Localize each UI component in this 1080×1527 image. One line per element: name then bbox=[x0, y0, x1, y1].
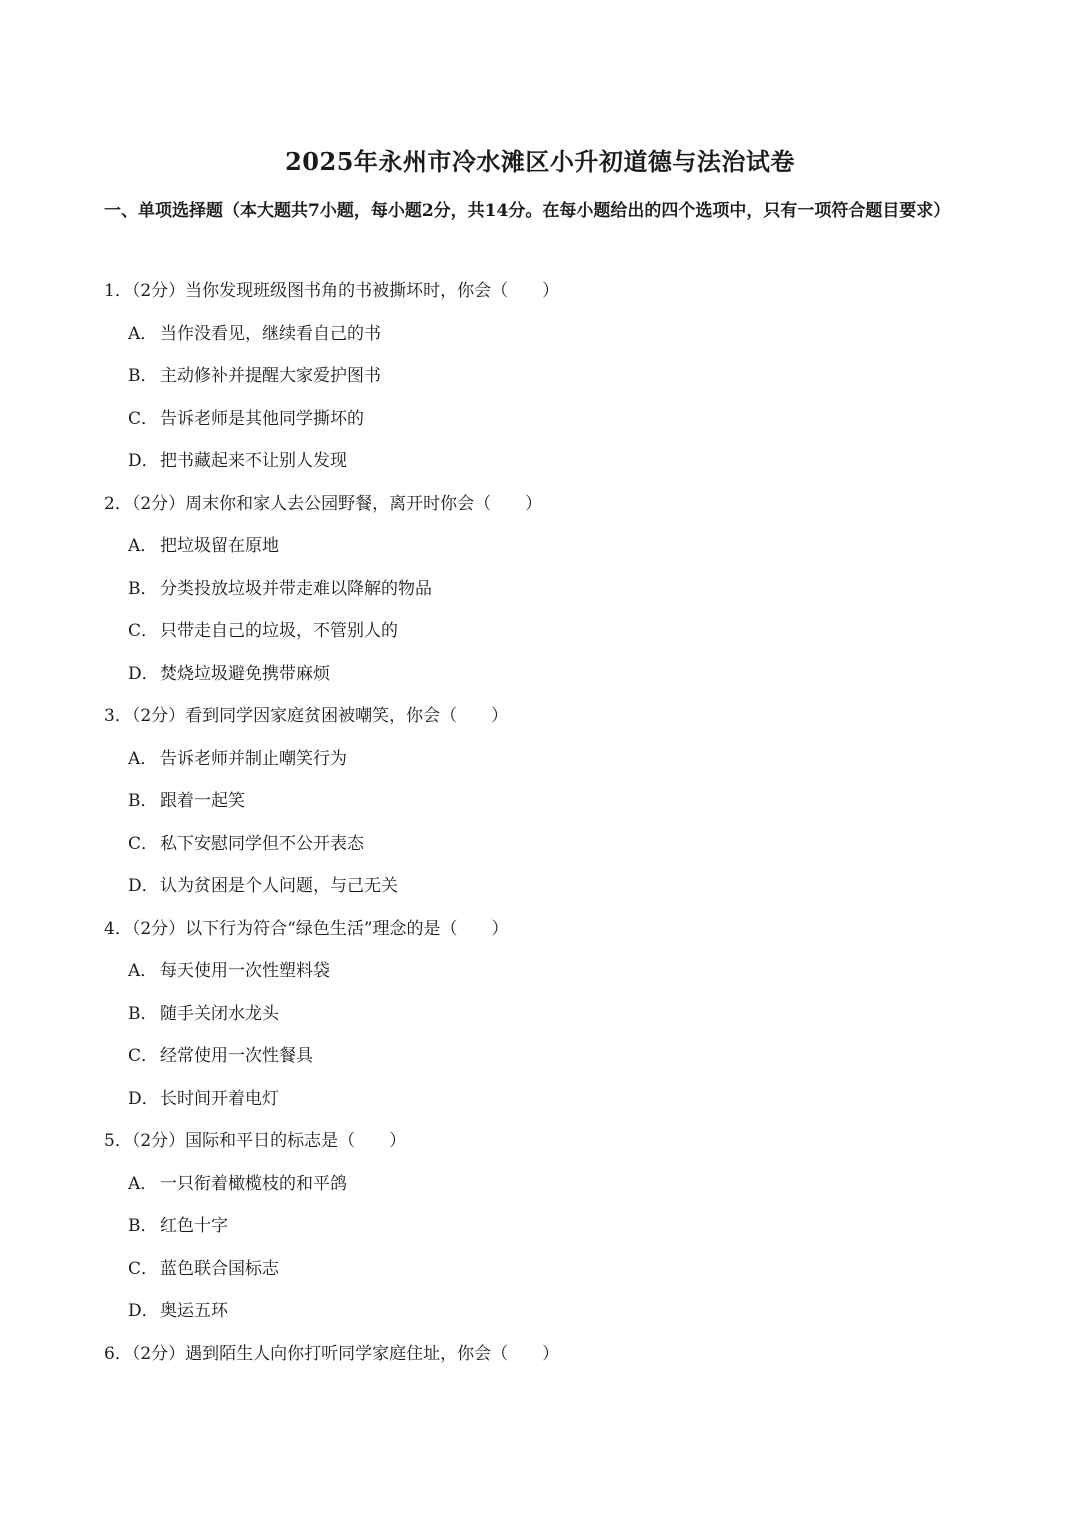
option-text: 红色十字 bbox=[160, 1216, 228, 1236]
question-stem: 3．（2分）看到同学因家庭贫困被嘲笑，你会（ ） bbox=[104, 706, 509, 726]
question-stem: 1．（2分）当你发现班级图书角的书被撕坏时，你会（ ） bbox=[104, 281, 560, 301]
option-letter: B． bbox=[128, 1003, 158, 1024]
answer-option bbox=[104, 355, 984, 398]
answer-option bbox=[104, 610, 984, 653]
answer-option bbox=[104, 398, 984, 441]
answer-option bbox=[104, 653, 984, 696]
answer-option bbox=[104, 1205, 984, 1248]
answer-option bbox=[104, 525, 984, 568]
option-letter: D． bbox=[128, 876, 159, 896]
option-text: 奥运五环 bbox=[160, 1301, 228, 1321]
option-text: 跟着一起笑 bbox=[160, 791, 245, 811]
answer-option bbox=[104, 993, 984, 1036]
answer-option bbox=[104, 1078, 984, 1121]
answer-option bbox=[104, 823, 984, 866]
option-letter: B． bbox=[128, 791, 158, 811]
option-text: 告诉老师是其他同学撕坏的 bbox=[160, 408, 364, 429]
option-text: 认为贫困是个人问题，与己无关 bbox=[160, 876, 398, 896]
option-text: 每天使用一次性塑料袋 bbox=[160, 961, 330, 981]
option-text: 一只衔着橄榄枝的和平鸽 bbox=[160, 1173, 347, 1194]
answer-option bbox=[104, 440, 984, 483]
question-list bbox=[104, 270, 984, 1375]
option-letter: A． bbox=[128, 748, 158, 769]
option-letter: C． bbox=[128, 408, 159, 429]
answer-option bbox=[104, 950, 984, 993]
option-letter: C． bbox=[128, 1046, 159, 1066]
option-text: 主动修补并提醒大家爱护图书 bbox=[160, 366, 381, 386]
option-letter: C． bbox=[128, 833, 159, 854]
option-letter: A． bbox=[128, 1173, 158, 1194]
question-stem: 2．（2分）周末你和家人去公园野餐，离开时你会（ ） bbox=[104, 493, 543, 514]
answer-option bbox=[104, 1163, 984, 1206]
option-text: 经常使用一次性餐具 bbox=[160, 1046, 313, 1066]
answer-option bbox=[104, 1290, 984, 1333]
answer-option bbox=[104, 1035, 984, 1078]
option-text: 私下安慰同学但不公开表态 bbox=[160, 833, 364, 854]
option-letter: C． bbox=[128, 621, 159, 641]
option-letter: A． bbox=[128, 323, 158, 344]
option-text: 分类投放垃圾并带走难以降解的物品 bbox=[160, 578, 432, 599]
option-letter: B． bbox=[128, 1216, 158, 1236]
question-stem: 6．（2分）遇到陌生人向你打听同学家庭住址，你会（ ） bbox=[104, 1343, 560, 1364]
answer-option bbox=[104, 568, 984, 611]
answer-option bbox=[104, 1248, 984, 1291]
option-letter: A． bbox=[128, 961, 158, 981]
option-text: 焚烧垃圾避免携带麻烦 bbox=[160, 663, 330, 684]
section-heading: 一、单项选择题（本大题共7小题，每小题2分，共14分。在每小题给出的四个选项中，只有一项符合题目要求） bbox=[104, 201, 951, 221]
answer-option bbox=[104, 738, 984, 781]
answer-option bbox=[104, 313, 984, 356]
option-letter: B． bbox=[128, 366, 158, 386]
option-text: 当作没看见，继续看自己的书 bbox=[160, 323, 381, 344]
option-text: 蓝色联合国标志 bbox=[160, 1258, 279, 1279]
page-title: 2025年永州市冷水滩区小升初道德与法治试卷 bbox=[285, 147, 795, 176]
option-letter: C． bbox=[128, 1258, 159, 1279]
option-text: 只带走自己的垃圾，不管别人的 bbox=[160, 621, 398, 641]
option-text: 告诉老师并制止嘲笑行为 bbox=[160, 748, 347, 769]
option-text: 长时间开着电灯 bbox=[160, 1088, 279, 1109]
question-stem: 5．（2分）国际和平日的标志是（ ） bbox=[104, 1131, 407, 1151]
answer-option bbox=[104, 865, 984, 908]
option-letter: D． bbox=[128, 663, 159, 684]
option-letter: D． bbox=[128, 1088, 159, 1109]
option-text: 把书藏起来不让别人发现 bbox=[160, 451, 347, 471]
option-letter: D． bbox=[128, 451, 159, 471]
option-text: 随手关闭水龙头 bbox=[160, 1003, 279, 1024]
option-letter: D． bbox=[128, 1301, 159, 1321]
question-stem: 4．（2分）以下行为符合“绿色生活”理念的是（ ） bbox=[104, 918, 509, 939]
answer-option bbox=[104, 780, 984, 823]
option-letter: A． bbox=[128, 536, 158, 556]
option-text: 把垃圾留在原地 bbox=[160, 536, 279, 556]
option-letter: B． bbox=[128, 578, 158, 599]
